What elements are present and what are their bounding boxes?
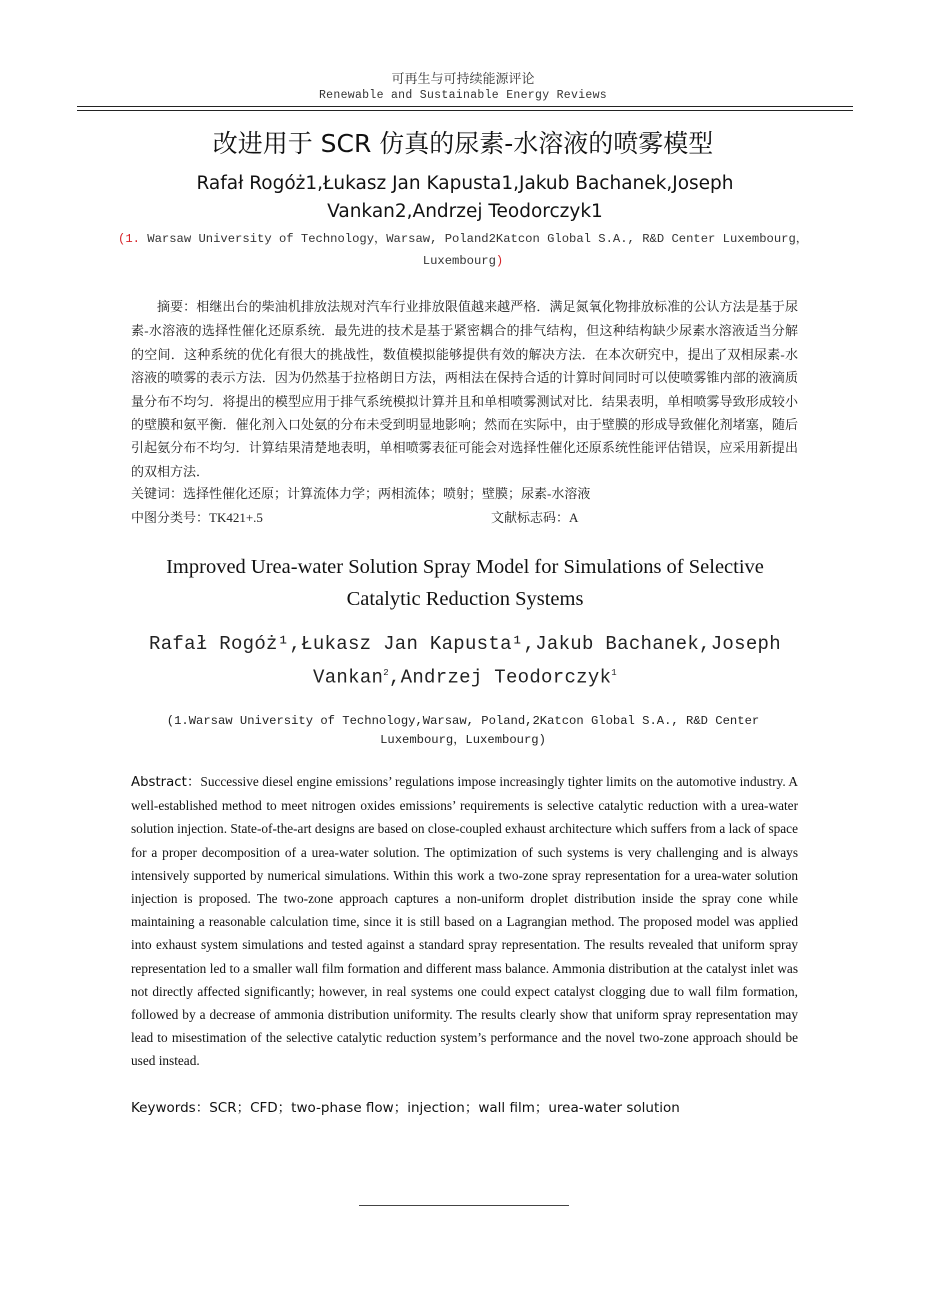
keywords-cn-text: 选择性催化还原；计算流体力学；两相流体；喷射；壁膜；尿素-水溶液: [183, 486, 591, 501]
abstract-en: [131, 770, 798, 1073]
affiliation-cn-open: (1.: [118, 232, 140, 246]
header-rule-top: [77, 106, 853, 107]
author-en-5: ,Andrzej Teodorczyk: [388, 666, 612, 689]
abstract-en-text: Successive diesel engine emissions’ regulations impose increasingly tighter limits on the automotive industry. A well-established method to meet nitrogen oxides emissions’ requirements is selective catalytic reduction with a urea-water solution injection. State-of-the-art designs are based on close-coupled exhaust architecture which suffers from a lack of space for a proper decomposition of a urea-water solution. The optimization of such systems is very challenging and is always intensively supported by numerical simulations. Within this work a two-zone spray representation for a urea-water solution injection is proposed. The two-zone approach captures a non-uniform droplet distribution inside the spray cone while maintaining a reasonable calculation time, since it is still based on a Lagrangian method. The proposed model was applied into exhaust system simulations and tested against a standard spray representation. The results revealed that uniform spray representation led to a smaller wall film formation and different mass balance. Ammonia distribution at the catalyst inlet was not directly affected significantly; however, in real systems one could expect catalyst clogging due to wall film formation, followed by a decrease of ammonia distribution uniformity. The results clearly show that uniform spray representation may lead to misestimation of the selective catalytic reduction system’s performance and the novel two-zone approach should be used instead.: [131, 774, 799, 1069]
abstract-en-label: Abstract：: [131, 775, 201, 790]
paper-title-cn: 改进用于 SCR 仿真的尿素-水溶液的喷雾模型: [212, 129, 714, 158]
keywords-cn-label: 关键词：: [131, 487, 184, 502]
abstract-cn-label: 摘要：: [157, 300, 197, 315]
document-code: [491, 507, 578, 530]
author-en-4: Joseph Vankan: [313, 633, 781, 689]
header-rule-bottom: [77, 110, 853, 111]
doc-code-label: 文献标志码：: [491, 511, 570, 526]
keywords-en-label: Keywords：: [131, 1100, 210, 1116]
keywords-en: [131, 1097, 798, 1119]
affiliation-cn: [110, 228, 816, 272]
journal-name-en: Renewable and Sustainable Energy Reviews: [318, 89, 608, 102]
doc-code-value: A: [569, 510, 579, 525]
author-list-en: [140, 630, 790, 692]
author-en-4-sup: 2: [383, 668, 389, 678]
author-en-3: Jakub Bachanek,: [535, 633, 711, 655]
author-list-cn: Rafał Rogóż1,Łukasz Jan Kapusta1,Jakub Bachanek,Joseph Vankan2,Andrzej Teodorczyk1: [196, 173, 734, 222]
affiliation-cn-text: Warsaw University of Technology，Warsaw, Poland2Katcon Global S.A., R&D Center Luxembourg，Luxembourg: [139, 232, 808, 268]
paper-title-en: Improved Urea-water Solution Spray Model for Simulations of Selective Catalytic Reduction Systems: [166, 556, 764, 610]
journal-name-cn: 可再生与可持续能源评论: [391, 71, 535, 86]
keywords-en-text: SCR；CFD；two-phase flow；injection；wall film；urea-water solution: [209, 1100, 680, 1116]
clc-value: TK421+.5: [209, 510, 263, 525]
affiliation-en: (1.Warsaw University of Technology,Warsaw, Poland,2Katcon Global S.A., R&D Center Luxembourg，Luxembourg): [166, 714, 760, 747]
abstract-cn: [131, 295, 798, 483]
author-en-1: Rafał Rogóż¹,: [149, 633, 302, 655]
affiliation-cn-close: ): [495, 254, 504, 268]
author-en-2: Łukasz Jan Kapusta¹,: [301, 633, 536, 655]
clc-number: [131, 507, 263, 530]
abstract-cn-text: 相继出台的柴油机排放法规对汽车行业排放限值越来越严格．满足氮氧化物排放标准的公认方法是基于尿素-水溶液的选择性催化还原系统．最先进的技术是基于紧密耦合的排气结构，但这种结构缺少尿素水溶液适当分解的空间．这种系统的优化有很大的挑战性，数值模拟能够提供有效的解决方法．在本次研究中，提出了双相尿素-水溶液的喷雾的表示方法．因为仍然基于拉格朗日方法，两相法在保持合适的计算时间同时可以使喷雾锥内部的液滴质量分布不均匀．将提出的模型应用于排气系统模拟计算并且和单相喷雾测试对比．结果表明，单相喷雾导致形成较小的壁膜和氨平衡．催化剂入口处氨的分布未受到明显地影响；然而在实际中，由于壁膜的形成导致催化剂堵塞，随后引起氨分布不均匀．计算结果清楚地表明，单相喷雾表征可能会对选择性催化还原系统性能评估错误，应采用新提出的双相方法．: [131, 299, 798, 479]
author-en-5-sup: 1: [611, 668, 617, 678]
keywords-cn: [131, 483, 798, 506]
footnote-separator: [359, 1205, 569, 1206]
clc-label: 中图分类号：: [131, 511, 210, 526]
